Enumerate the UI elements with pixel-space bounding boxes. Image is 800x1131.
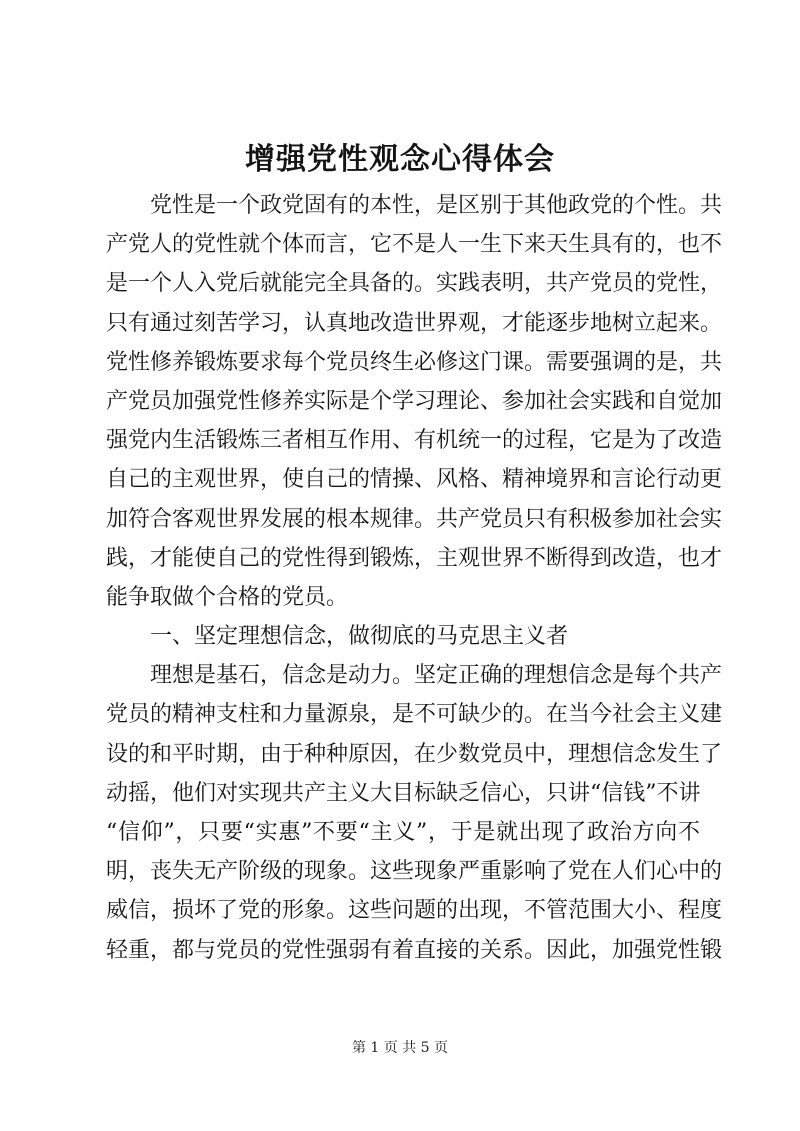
paragraph-line: 产党员加强党性修养实际是个学习理论、参加社会实践和自觉加 xyxy=(106,388,723,414)
paragraph-line: 动摇，他们对实现共产主义大目标缺乏信心，只讲“信钱”不讲 xyxy=(106,780,701,806)
paragraph-line: 党员的精神支柱和力量源泉，是不可缺少的。在当今社会主义建 xyxy=(106,702,723,728)
paragraph-line: 践，才能使自己的党性得到锻炼，主观世界不断得到改造，也才 xyxy=(106,545,723,571)
paragraph-line: 只有通过刻苦学习，认真地改造世界观，才能逐步地树立起来。 xyxy=(106,310,723,336)
paragraph-line: 轻重，都与党员的党性强弱有着直接的关系。因此，加强党性锻 xyxy=(106,937,723,963)
paragraph-line: 能争取做个合格的党员。 xyxy=(106,584,349,610)
paragraph-line: 党性修养锻炼要求每个党员终生必修这门课。需要强调的是，共 xyxy=(106,349,723,375)
document-title: 增强党性观念心得体会 xyxy=(245,142,555,177)
paragraph-line: 明，丧失无产阶级的现象。这些现象严重影响了党在人们心中的 xyxy=(106,859,723,885)
paragraph-line: “信仰”，只要“实惠”不要“主义”，于是就出现了政治方向不 xyxy=(106,820,700,845)
paragraph-line: 强党内生活锻炼三者相互作用、有机统一的过程，它是为了改造 xyxy=(106,428,723,454)
paragraph-line: 加符合客观世界发展的根本规律。共产党员只有积极参加社会实 xyxy=(106,506,723,532)
page-footer: 第 1 页 共 5 页 xyxy=(351,1040,449,1056)
section-heading: 一、坚定理想信念，做彻底的马克思主义者 xyxy=(150,624,569,650)
document-body xyxy=(106,186,723,970)
paragraph-line: 威信，损坏了党的形象。这些问题的出现，不管范围大小、程度 xyxy=(106,898,723,924)
paragraph-line: 是一个人入党后就能完全具备的。实践表明，共产党员的党性， xyxy=(106,271,723,297)
paragraph-line: 自己的主观世界，使自己的情操、风格、精神境界和言论行动更 xyxy=(106,467,723,493)
paragraph-line: 党性是一个政党固有的本性，是区别于其他政党的个性。共 xyxy=(150,193,723,218)
paragraph-line: 设的和平时期，由于种种原因，在少数党员中，理想信念发生了 xyxy=(106,741,723,767)
paragraph-line: 产党人的党性就个体而言，它不是人一生下来天生具有的，也不 xyxy=(106,232,723,258)
paragraph-line: 理想是基石，信念是动力。坚定正确的理想信念是每个共产 xyxy=(150,663,723,689)
